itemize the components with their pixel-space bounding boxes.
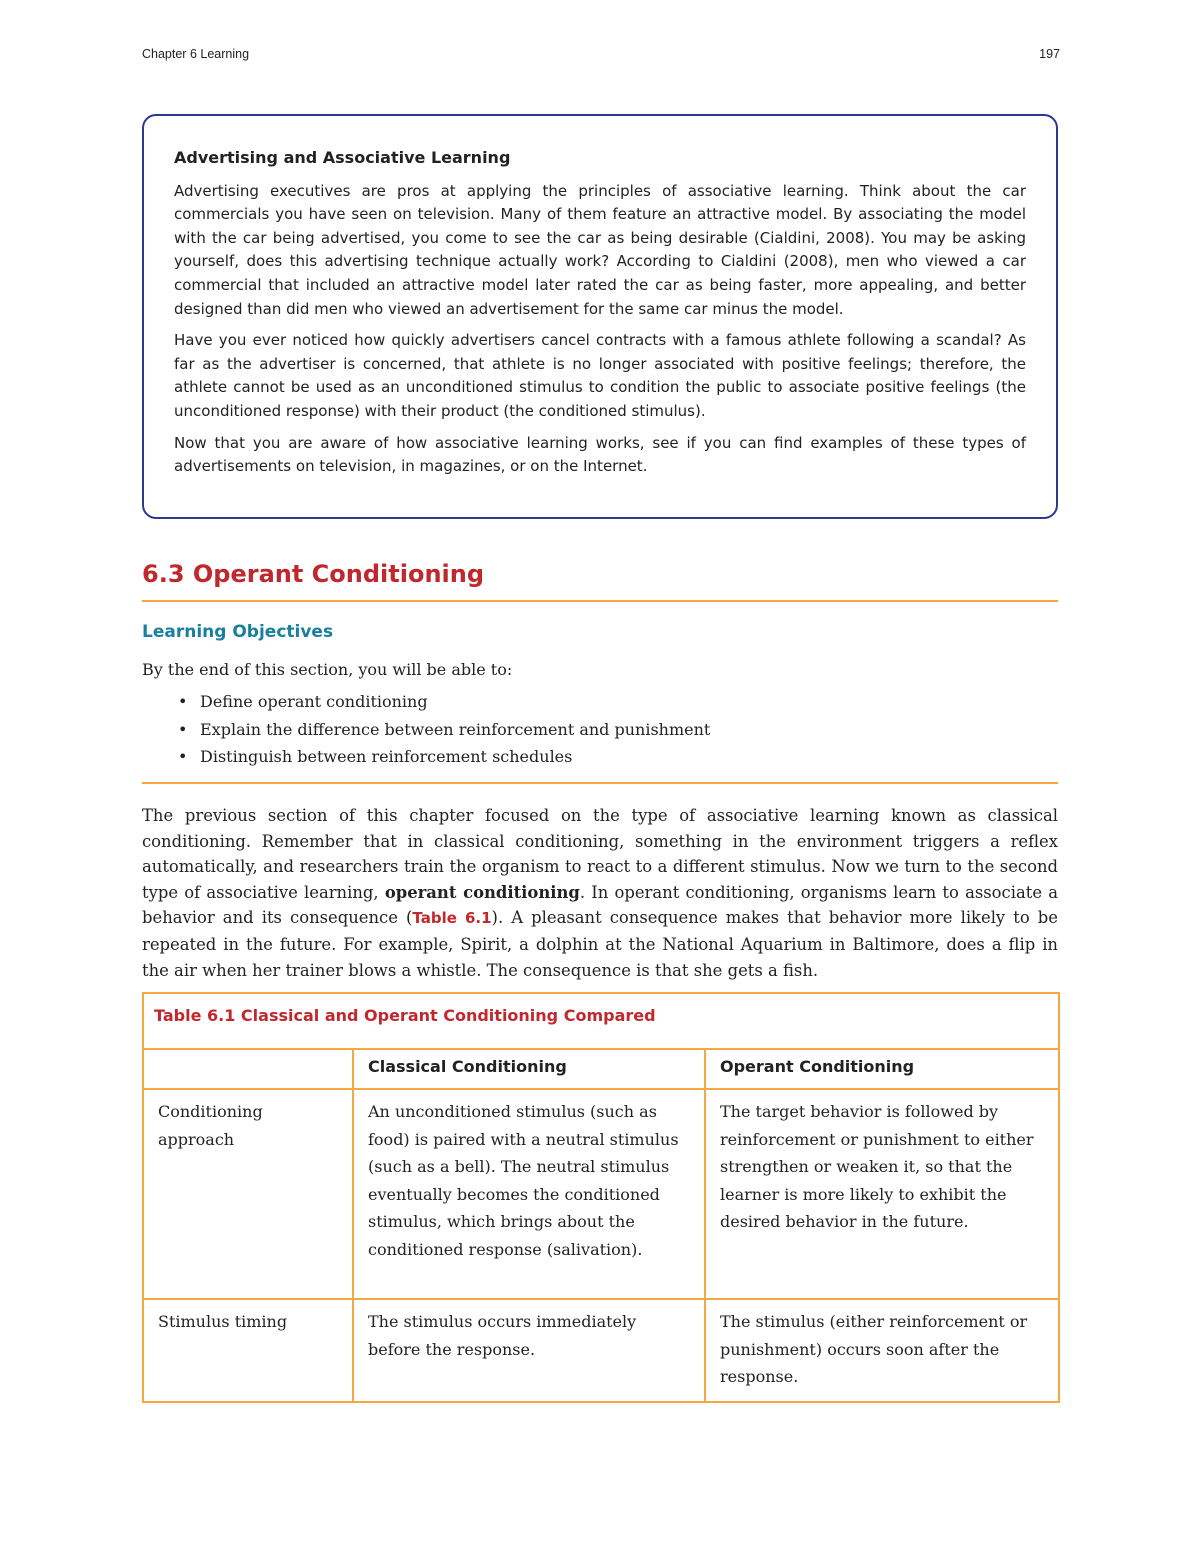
table-cell: The stimulus (either reinforcement or punishment) occurs soon after the response. [705, 1299, 1059, 1402]
table-row [143, 1299, 1059, 1402]
objective-item: • Distinguish between reinforcement schedules [142, 743, 710, 771]
table-cell: The stimulus occurs immediately before the response. [353, 1299, 705, 1402]
body-paragraph [142, 803, 1058, 983]
table-row [143, 1089, 1059, 1299]
objectives-heading: Learning Objectives [142, 622, 334, 642]
table-caption: Table 6.1 Classical and Operant Conditioning Compared [143, 993, 1059, 1049]
table-cell: An unconditioned stimulus (such as food) is paired with a neutral stimulus (such as a bell). The neutral stimulus eventually becomes the conditioned stimulus, which brings about the conditioned response (salivation). [353, 1089, 705, 1299]
table-header-cell: Classical Conditioning [353, 1049, 705, 1089]
page-number: 197 [1039, 47, 1060, 61]
feature-paragraph: Have you ever noticed how quickly advertisers cancel contracts with a famous athlete following a scandal? As far as the advertiser is concerned, that athlete is no longer associated with positive feelings; therefore, the athlete cannot be used as an unconditioned stimulus to condition the public to associate positive feelings (the unconditioned response) with their product (the conditioned stimulus). [174, 331, 1026, 420]
objectives-intro: By the end of this section, you will be able to: [142, 660, 513, 679]
feature-paragraph: Advertising executives are pros at applying the principles of associative learning. Think about the car commercials you have seen on television. Many of them feature an attractive model. By associating the model with the car being advertised, you come to see the car as being desirable (Cialdini, 2008). You may be asking yourself, does this advertising technique actually work? According to Cialdini (2008), men who viewed a car commercial that included an attractive model later rated the car as being faster, more appealing, and better designed than did men who viewed an advertisement for the same car minus the model. [174, 181, 1026, 318]
feature-box [142, 114, 1058, 519]
objectives-rule [142, 782, 1058, 784]
feature-title: Advertising and Associative Learning [174, 148, 511, 167]
running-header [142, 47, 1060, 61]
objectives-list [142, 688, 710, 771]
body-text: ). A pleasant consequence makes that behavior more likely to be repeated in the future. For example, Spirit, a dolphin at the National Aquarium in Baltimore, does a flip in the air when her trainer blows a whistle. The consequence is that she gets a fish. [142, 908, 1058, 980]
section-heading: 6.3 Operant Conditioning [142, 560, 485, 588]
heading-rule [142, 600, 1058, 602]
comparison-table [142, 992, 1060, 1403]
table-reference-link[interactable]: Table 6.1 [412, 909, 492, 928]
table-header-cell: Operant Conditioning [705, 1049, 1059, 1089]
body-text: The previous section of this chapter focused on the type of associative learning known as classical conditioning. Remember that in classical conditioning, something in the environment triggers a reflex automatically, and researchers train the organism to react to a different stimulus. Now we turn to the second type of associative learning, [142, 806, 1058, 902]
comparison-table-container [142, 992, 1058, 1403]
objective-item: • Define operant conditioning [142, 688, 710, 716]
table-cell: The target behavior is followed by reinforcement or punishment to either strengthen or weaken it, so that the learner is more likely to exhibit the desired behavior in the future. [705, 1089, 1059, 1299]
key-term: operant conditioning [384, 882, 580, 902]
objective-item: • Explain the difference between reinforcement and punishment [142, 716, 710, 744]
body-text: . In operant conditioning, organisms learn to associate a behavior and its consequence ( [142, 882, 1058, 928]
table-cell: Stimulus timing [143, 1299, 353, 1402]
table-header-cell [143, 1049, 353, 1089]
feature-paragraph: Now that you are aware of how associative learning works, see if you can find examples of these types of advertisements on television, in magazines, or on the Internet. [174, 433, 1026, 476]
table-cell: Conditioning approach [143, 1089, 353, 1299]
chapter-title: Chapter 6 Learning [142, 47, 250, 61]
